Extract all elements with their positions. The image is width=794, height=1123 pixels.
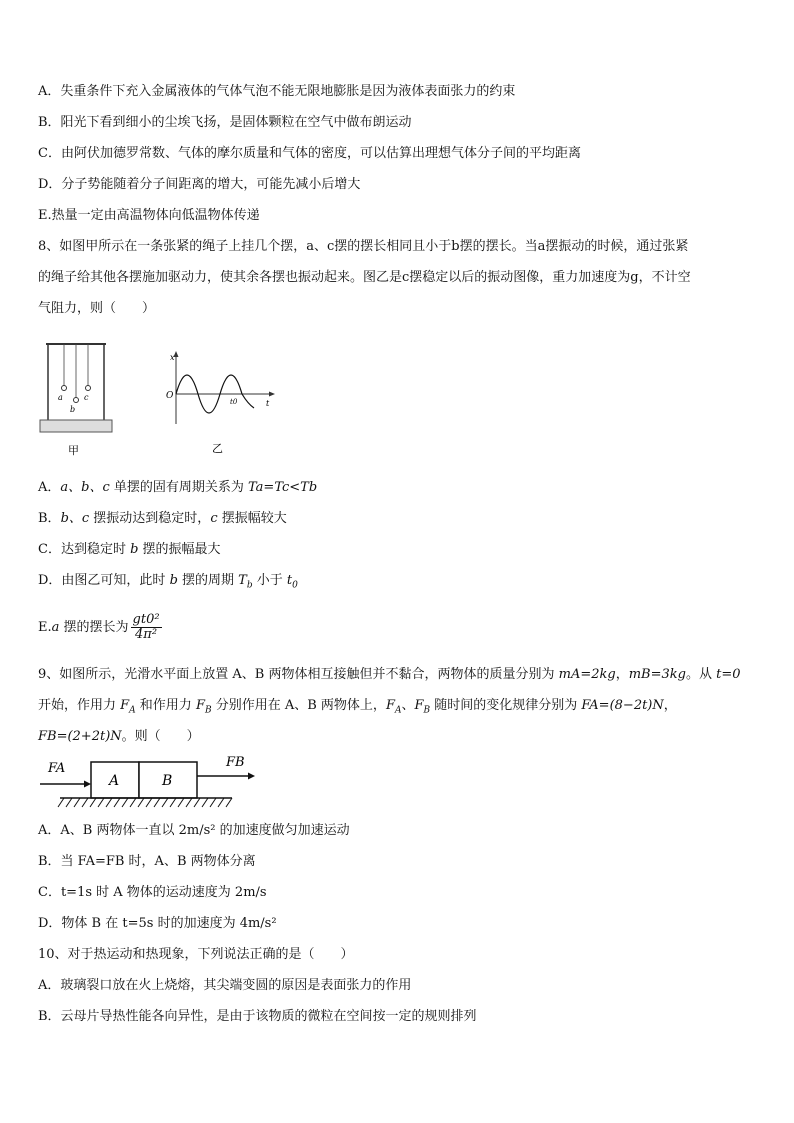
period-relation: Ta=Tc<Tb	[248, 480, 318, 495]
q7-option-e: E.热量一定由高温物体向低温物体传递	[38, 208, 260, 223]
q8-option-a: A．a、b、c 单摆的固有周期关系为 Ta=Tc<Tb	[38, 480, 318, 495]
ground-hatching	[58, 798, 232, 807]
q7-option-a: A．失重条件下充入金属液体的气体气泡不能无限地膨胀是因为液体表面张力的约束	[38, 84, 516, 99]
q8-stem-line3: 气阻力，则（ ）	[38, 301, 156, 316]
graph-axis-x-label: t	[266, 399, 270, 408]
pendulum-figure-jia	[36, 340, 126, 460]
q9-option-c: C．t=1s 时 A 物体的运动速度为 2m/s	[38, 885, 267, 900]
q8-option-d: D．由图乙可知，此时 b 摆的周期 $T_b$ 小于 $t_0$	[38, 573, 298, 591]
figure-label-yi: 乙	[212, 442, 223, 455]
q7-option-b: B．阳光下看到细小的尘埃飞扬，是固体颗粒在空气中做布朗运动	[38, 115, 412, 130]
graph-origin-label: O	[166, 391, 174, 401]
pendulum-label-c: c	[84, 393, 89, 402]
graph-tick-t0: t0	[230, 398, 238, 406]
vibration-graph-yi	[160, 348, 280, 458]
q8-option-b: B．b、c 摆振动达到稳定时，c 摆振幅较大	[38, 511, 287, 526]
q9-option-a: A．A、B 两物体一直以 2m/s² 的加速度做匀加速运动	[38, 823, 350, 838]
q8-option-e: E.a 摆的摆长为 $\frac{\text{gt0²}}{\text{4π²}}$	[38, 612, 160, 642]
q9-option-b: B．当 FA=FB 时，A、B 两物体分离	[38, 854, 256, 869]
q8-stem-line1: 8、如图甲所示在一条张紧的绳子上挂几个摆，a、c摆的摆长相同且小于b摆的摆长。当a摆振动的时候，通过张紧	[38, 239, 689, 254]
q10-stem: 10、对于热运动和热现象，下列说法正确的是（ ）	[38, 947, 354, 962]
q8-option-c: C．达到稳定时 b 摆的振幅最大	[38, 542, 221, 557]
block-label-b: B	[162, 773, 173, 789]
block-label-a: A	[109, 773, 120, 789]
q8-stem-line2: 的绳子给其他各摆施加驱动力，使其余各摆也振动起来。图乙是c摆稳定以后的振动图像，重力加速度为g，不计空	[38, 270, 691, 285]
pendulum-label-a: a	[58, 393, 63, 402]
force-label-fa: FA	[48, 761, 66, 776]
q7-option-d: D．分子势能随着分子间距离的增大，可能先减小后增大	[38, 177, 361, 192]
blocks-figure	[36, 752, 266, 812]
figure-label-jia: 甲	[68, 444, 79, 457]
q7-option-c: C．由阿伏加德罗常数、气体的摩尔质量和气体的密度，可以估算出理想气体分子间的平均距离	[38, 146, 581, 161]
q9-stem-line1: 9、如图所示，光滑水平面上放置 A、B 两物体相互接触但并不黏合，两物体的质量分别为 mA=2kg，mB=3kg。从 t=0	[38, 667, 741, 682]
pendulum-label-b: b	[70, 405, 76, 414]
graph-axis-y-label: x	[170, 353, 175, 362]
force-label-fb: FB	[226, 755, 245, 770]
pendulum-length-fraction: $\frac{\text{gt0²}}{\text{4π²}}$	[132, 612, 160, 642]
q10-option-b: B．云母片导热性能各向异性，是由于该物质的微粒在空间按一定的规则排列	[38, 1009, 477, 1024]
q9-stem-line3: FB=(2+2t)N。则（ ）	[38, 729, 200, 744]
q9-stem-line2: 开始，作用力 $F_A$ 和作用力 $F_B$ 分别作用在 A、B 两物体上，$F_A$、$F_B$ 随时间的变化规律分别为 FA=(8−2t)N，	[38, 698, 677, 716]
q10-option-a: A．玻璃裂口放在火上烧熔，其尖端变圆的原因是表面张力的作用	[38, 978, 412, 993]
q9-option-d: D．物体 B 在 t=5s 时的加速度为 4m/s²	[38, 916, 277, 931]
